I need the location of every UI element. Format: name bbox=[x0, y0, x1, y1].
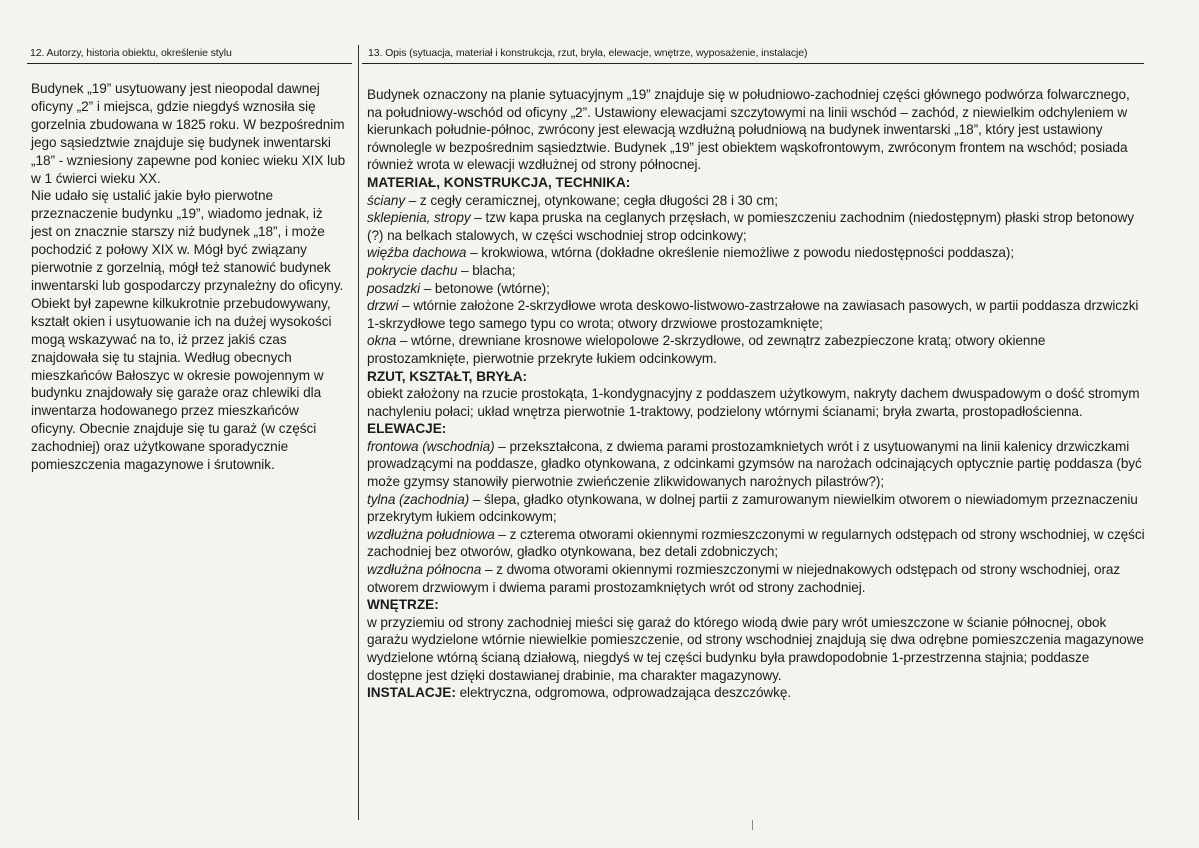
elevation-term: wzdłużna południowa bbox=[367, 526, 495, 542]
material-term: drzwi bbox=[367, 298, 399, 314]
material-text: – blacha; bbox=[457, 262, 516, 278]
material-item-roofing bbox=[367, 262, 1145, 280]
description-column bbox=[367, 86, 1145, 702]
instalacje-heading: INSTALACJE: bbox=[367, 685, 456, 701]
elevation-front bbox=[367, 438, 1145, 491]
history-column bbox=[31, 80, 347, 474]
material-text: – betonowe (wtórne); bbox=[420, 280, 550, 296]
scan-mark bbox=[752, 820, 753, 830]
header-rule-left bbox=[27, 63, 352, 64]
section-12-header: 12. Autorzy, historia obiektu, określenie stylu bbox=[30, 47, 232, 59]
elevation-text: – ślepa, gładko otynkowana, w dolnej partii z zamurowanym niewielkim otworem o niewiadomym przeznaczeniu przekrytym łukiem odcinkowym; bbox=[367, 491, 1138, 525]
wnetrze-text: w przyziemiu od strony zachodniej mieści się garaż do którego wiodą dwie pary wrót umieszczone w ścianie północnej, obok garażu wydzielone wtórnie niewielkie pomieszczenie, od strony wschodniej znajdują się dwa odrębne pomieszczenia magazynowe wydzielone wtórną ścianą działową, niegdyś w tej części budynku była prawdopodobnie 1-przestrzenna stajnia; poddasze dostępne jest dzięki dostawianej drabinie, ma charakter magazynowy. bbox=[367, 614, 1144, 683]
elevation-rear bbox=[367, 491, 1145, 526]
material-item-walls bbox=[367, 192, 1145, 210]
rzut-heading: RZUT, KSZTAŁT, BRYŁA: bbox=[367, 368, 528, 384]
history-paragraph-2: Nie udało się ustalić jakie było pierwotne przeznaczenie budynku „19”, wiadomo jednak, iż jest on znacznie starszy niż budynek „18”, i może pochodzić z połowy XIX w. Mógł być związany pierwotnie z gorzelnią, mógł też stanowić budynek inwentarski lub gospodarczy przynależny do oficyny. Obiekt był zapewne kilkukrotnie przebudowywany, kształt okien i usytuowanie ich na dużej wysokości mogą wskazywać na to, iż przez jakiś czas znajdowała się tu stajnia. Według obecnych mieszkańców Bałoszyc w okresie powojennym w budynku znajdowały się garaże oraz chlewiki dla inwentarza hodowanego przez mieszkańców oficyny. Obecnie znajduje się tu garaż (w części zachodniej) oraz użytkowane sporadycznie pomieszczenia magazynowe i śrutownik. bbox=[31, 188, 344, 473]
material-text: – wtórne, drewniane krosnowe wielopolowe 2-skrzydłowe, od zewnątrz zabezpieczone kratą; otwory okienne prostozamknięte, pierwotnie przekryte łukiem odcinkowym. bbox=[367, 333, 1046, 366]
material-heading: MATERIAŁ, KONSTRUKCJA, TECHNIKA: bbox=[367, 174, 631, 190]
history-paragraph-1: Budynek „19” usytuowany jest nieopodal dawnej oficyny „2” i miejsca, gdzie niegdyś wznosiła się gorzelnia zbudowana w 1825 roku. W bezpośrednim jego sąsiedztwie znajduje się budynek inwentarski „18” - wzniesiony zapewne pod koniec wieku XIX lub w 1 ćwierci wieku XX. bbox=[31, 81, 346, 186]
instalacje-line bbox=[367, 684, 1145, 702]
elevation-text: – z dwoma otworami okiennymi rozmieszczonymi w niejednakowych odstępach od strony wschodniej, oraz otworem drzwiowym i dwiema parami prostozamkniętych wrót od strony zachodniej. bbox=[367, 562, 1121, 595]
elewacje-heading: ELEWACJE: bbox=[367, 421, 447, 437]
elevation-term: wzdłużna północna bbox=[367, 562, 482, 578]
material-item-windows bbox=[367, 332, 1145, 367]
elevation-term: frontowa (wschodnia) bbox=[367, 438, 495, 454]
material-item-truss bbox=[367, 244, 1145, 262]
rzut-text: obiekt założony na rzucie prostokąta, 1-kondygnacyjny z poddaszem użytkowym, nakryty dachem dwuspadowym o dość stromym nachyleniu połaci; układ wnętrza pierwotnie 1-traktowy, podzielony wtórnymi ścianami; bryła zwarta, prostopadłościenna. bbox=[367, 386, 1140, 419]
description-intro: Budynek oznaczony na planie sytuacyjnym „19” znajduje się w południowo-zachodniej części głównego podwórza folwarcznego, na południowy-wschód od oficyny „2”. Ustawiony elewacjami szczytowymi na linii wschód – zachód, z niewielkim odchyleniem w kierunkach południe-północ, zwrócony jest elewacją wzdłużną południową na budynek inwentarski „18”, który jest ustawiony równolegle w bezpośrednim sąsiedztwie. Budynek „19” jest obiektem wąskofrontowym, zwróconym frontem na wschód; posiada również wrota w elewacji wzdłużnej od strony północnej. bbox=[367, 87, 1130, 173]
material-item-vaults bbox=[367, 209, 1145, 244]
elevation-text: – z czterema otworami okiennymi rozmieszczonymi w regularnych odstępach od strony wschodniej, w części zachodniej bez otworów, gładko otynkowana, bez detali zdobniczych; bbox=[367, 526, 1145, 560]
section-13-header: 13. Opis (sytuacja, materiał i konstrukcja, rzut, bryła, elewacje, wnętrze, wyposażenie, instalacje) bbox=[368, 47, 808, 59]
material-term: posadzki bbox=[367, 280, 421, 296]
elevation-term: tylna (zachodnia) bbox=[367, 491, 470, 507]
material-text: – wtórnie założone 2-skrzydłowe wrota deskowo-listwowo-zastrzałowe na zawiasach pasowych, w partii poddasza drzwiczki 1-skrzydłowe tego samego typu co wrota; otwory drzwiowe prostozamknięte; bbox=[367, 298, 1139, 331]
material-item-floors bbox=[367, 280, 1145, 298]
material-term: okna bbox=[367, 333, 397, 349]
instalacje-text: elektryczna, odgromowa, odprowadzająca deszczówkę. bbox=[455, 685, 792, 701]
material-term: więźba dachowa bbox=[367, 245, 467, 261]
elevation-north bbox=[367, 561, 1145, 596]
material-text: – z cegły ceramicznej, otynkowane; cegła długości 28 i 30 cm; bbox=[405, 192, 778, 208]
elevation-south bbox=[367, 526, 1145, 561]
material-term: ściany bbox=[367, 192, 406, 208]
elevation-text: – przekształcona, z dwiema parami prostozamknietych wrót i z usytuowanymi na linii kalenicy drzwiczkami prowadzącymi na poddasze, gładko otynkowana, z odcinkami gzymsów na narożach odcinających optycznie partię poddasza (być może gzymsy stanowiły pierwotnie zwieńczenie zlikwidowanych narożnych pilastrów?); bbox=[367, 438, 1142, 490]
material-term: sklepienia, stropy bbox=[367, 210, 471, 226]
material-item-doors bbox=[367, 297, 1145, 332]
material-term: pokrycie dachu bbox=[367, 262, 458, 278]
material-text: – tzw kapa pruska na ceglanych przęsłach, w pomieszczeniu zachodnim (niedostępnym) płaski strop betonowy (?) na belkach stalowych, w części wschodniej strop odcinkowy; bbox=[367, 210, 1134, 243]
material-text: – krokwiowa, wtórna (dokładne określenie niemożliwe z powodu niedostępności poddasza); bbox=[466, 245, 1015, 261]
header-rule-right bbox=[362, 63, 1144, 64]
column-divider bbox=[358, 45, 359, 820]
wnetrze-heading: WNĘTRZE: bbox=[367, 597, 439, 613]
